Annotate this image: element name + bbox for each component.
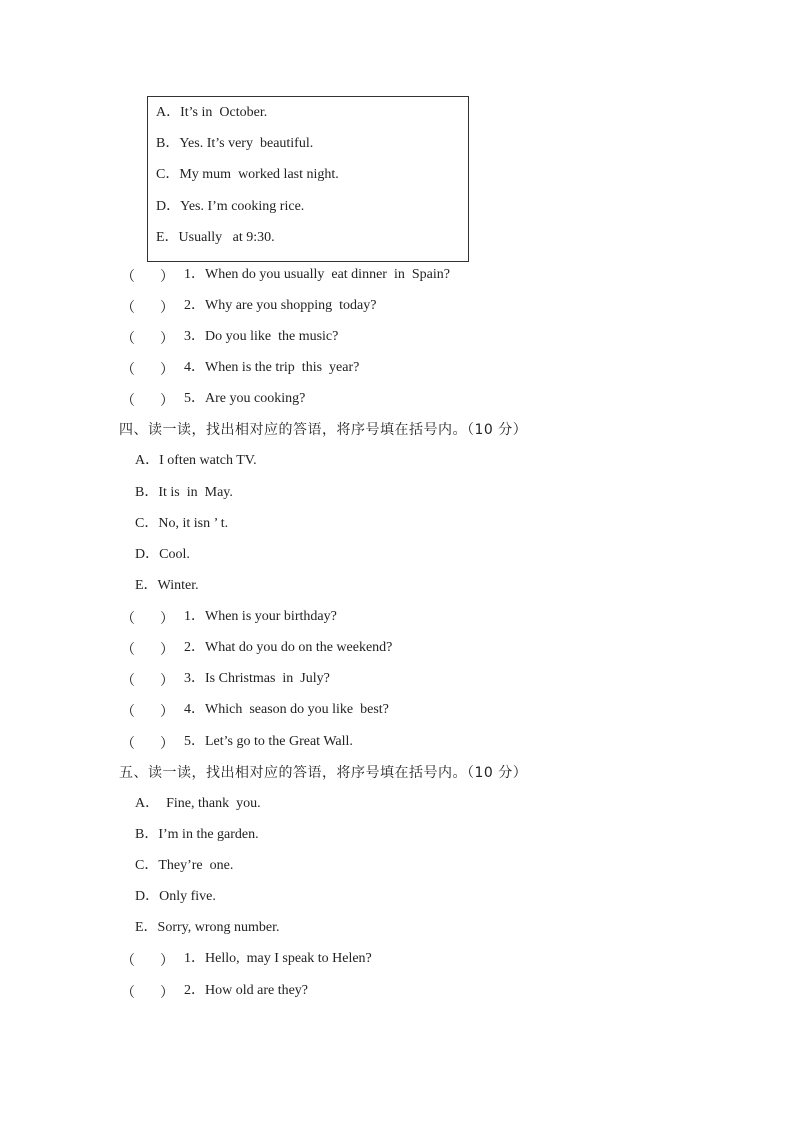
open-paren: （ [121,270,135,285]
option-c: C．My mum worked last night. [156,167,339,182]
option-d: D．Only five. [135,889,216,904]
question-text: 5．Let’s go to the Great Wall. [184,734,353,749]
question-text: 5．Are you cooking? [184,391,306,406]
close-paren: ） [160,986,174,1001]
close-paren: ） [160,612,174,627]
open-paren: （ [121,301,135,316]
section-5-title: 五、读一读，找出相对应的答语，将序号填在括号内。（10 分） [119,765,528,781]
close-paren: ） [160,363,174,378]
close-paren: ） [160,643,174,658]
option-c: C．No, it isn ’ t. [135,516,229,531]
open-paren: （ [121,332,135,347]
option-a: A．I often watch TV. [135,453,257,468]
open-paren: （ [121,363,135,378]
open-paren: （ [121,394,135,409]
option-b: B．It is in May. [135,485,233,500]
question-text: 3．Is Christmas in July? [184,671,330,686]
question-text: 2．What do you do on the weekend? [184,640,393,655]
option-e: E．Winter. [135,578,199,593]
option-b: B．I’m in the garden. [135,827,259,842]
option-e: E．Sorry, wrong number. [135,920,280,935]
open-paren: （ [121,612,135,627]
question-text: 3．Do you like the music? [184,329,339,344]
open-paren: （ [121,705,135,720]
question-text: 4．When is the trip this year? [184,360,360,375]
open-paren: （ [121,954,135,969]
open-paren: （ [121,986,135,1001]
option-a: A．It’s in October. [156,105,268,120]
question-text: 4．Which season do you like best? [184,702,389,717]
question-text: 2．Why are you shopping today? [184,298,377,313]
question-text: 1．When is your birthday? [184,609,337,624]
close-paren: ） [160,954,174,969]
close-paren: ） [160,737,174,752]
option-d: D．Yes. I’m cooking rice. [156,199,305,214]
question-text: 1．When do you usually eat dinner in Spain? [184,267,450,282]
option-c: C．They’re one. [135,858,234,873]
question-text: 1．Hello, may I speak to Helen? [184,951,372,966]
close-paren: ） [160,332,174,347]
option-b: B．Yes. It’s very beautiful. [156,136,314,151]
option-e: E．Usually at 9:30. [156,230,275,245]
option-a: A． Fine, thank you. [135,796,261,811]
open-paren: （ [121,643,135,658]
close-paren: ） [160,301,174,316]
close-paren: ） [160,674,174,689]
option-d: D．Cool. [135,547,190,562]
close-paren: ） [160,270,174,285]
section-4-title: 四、读一读，找出相对应的答语，将序号填在括号内。（10 分） [119,422,528,438]
close-paren: ） [160,705,174,720]
question-text: 2．How old are they? [184,983,309,998]
open-paren: （ [121,737,135,752]
close-paren: ） [160,394,174,409]
open-paren: （ [121,674,135,689]
